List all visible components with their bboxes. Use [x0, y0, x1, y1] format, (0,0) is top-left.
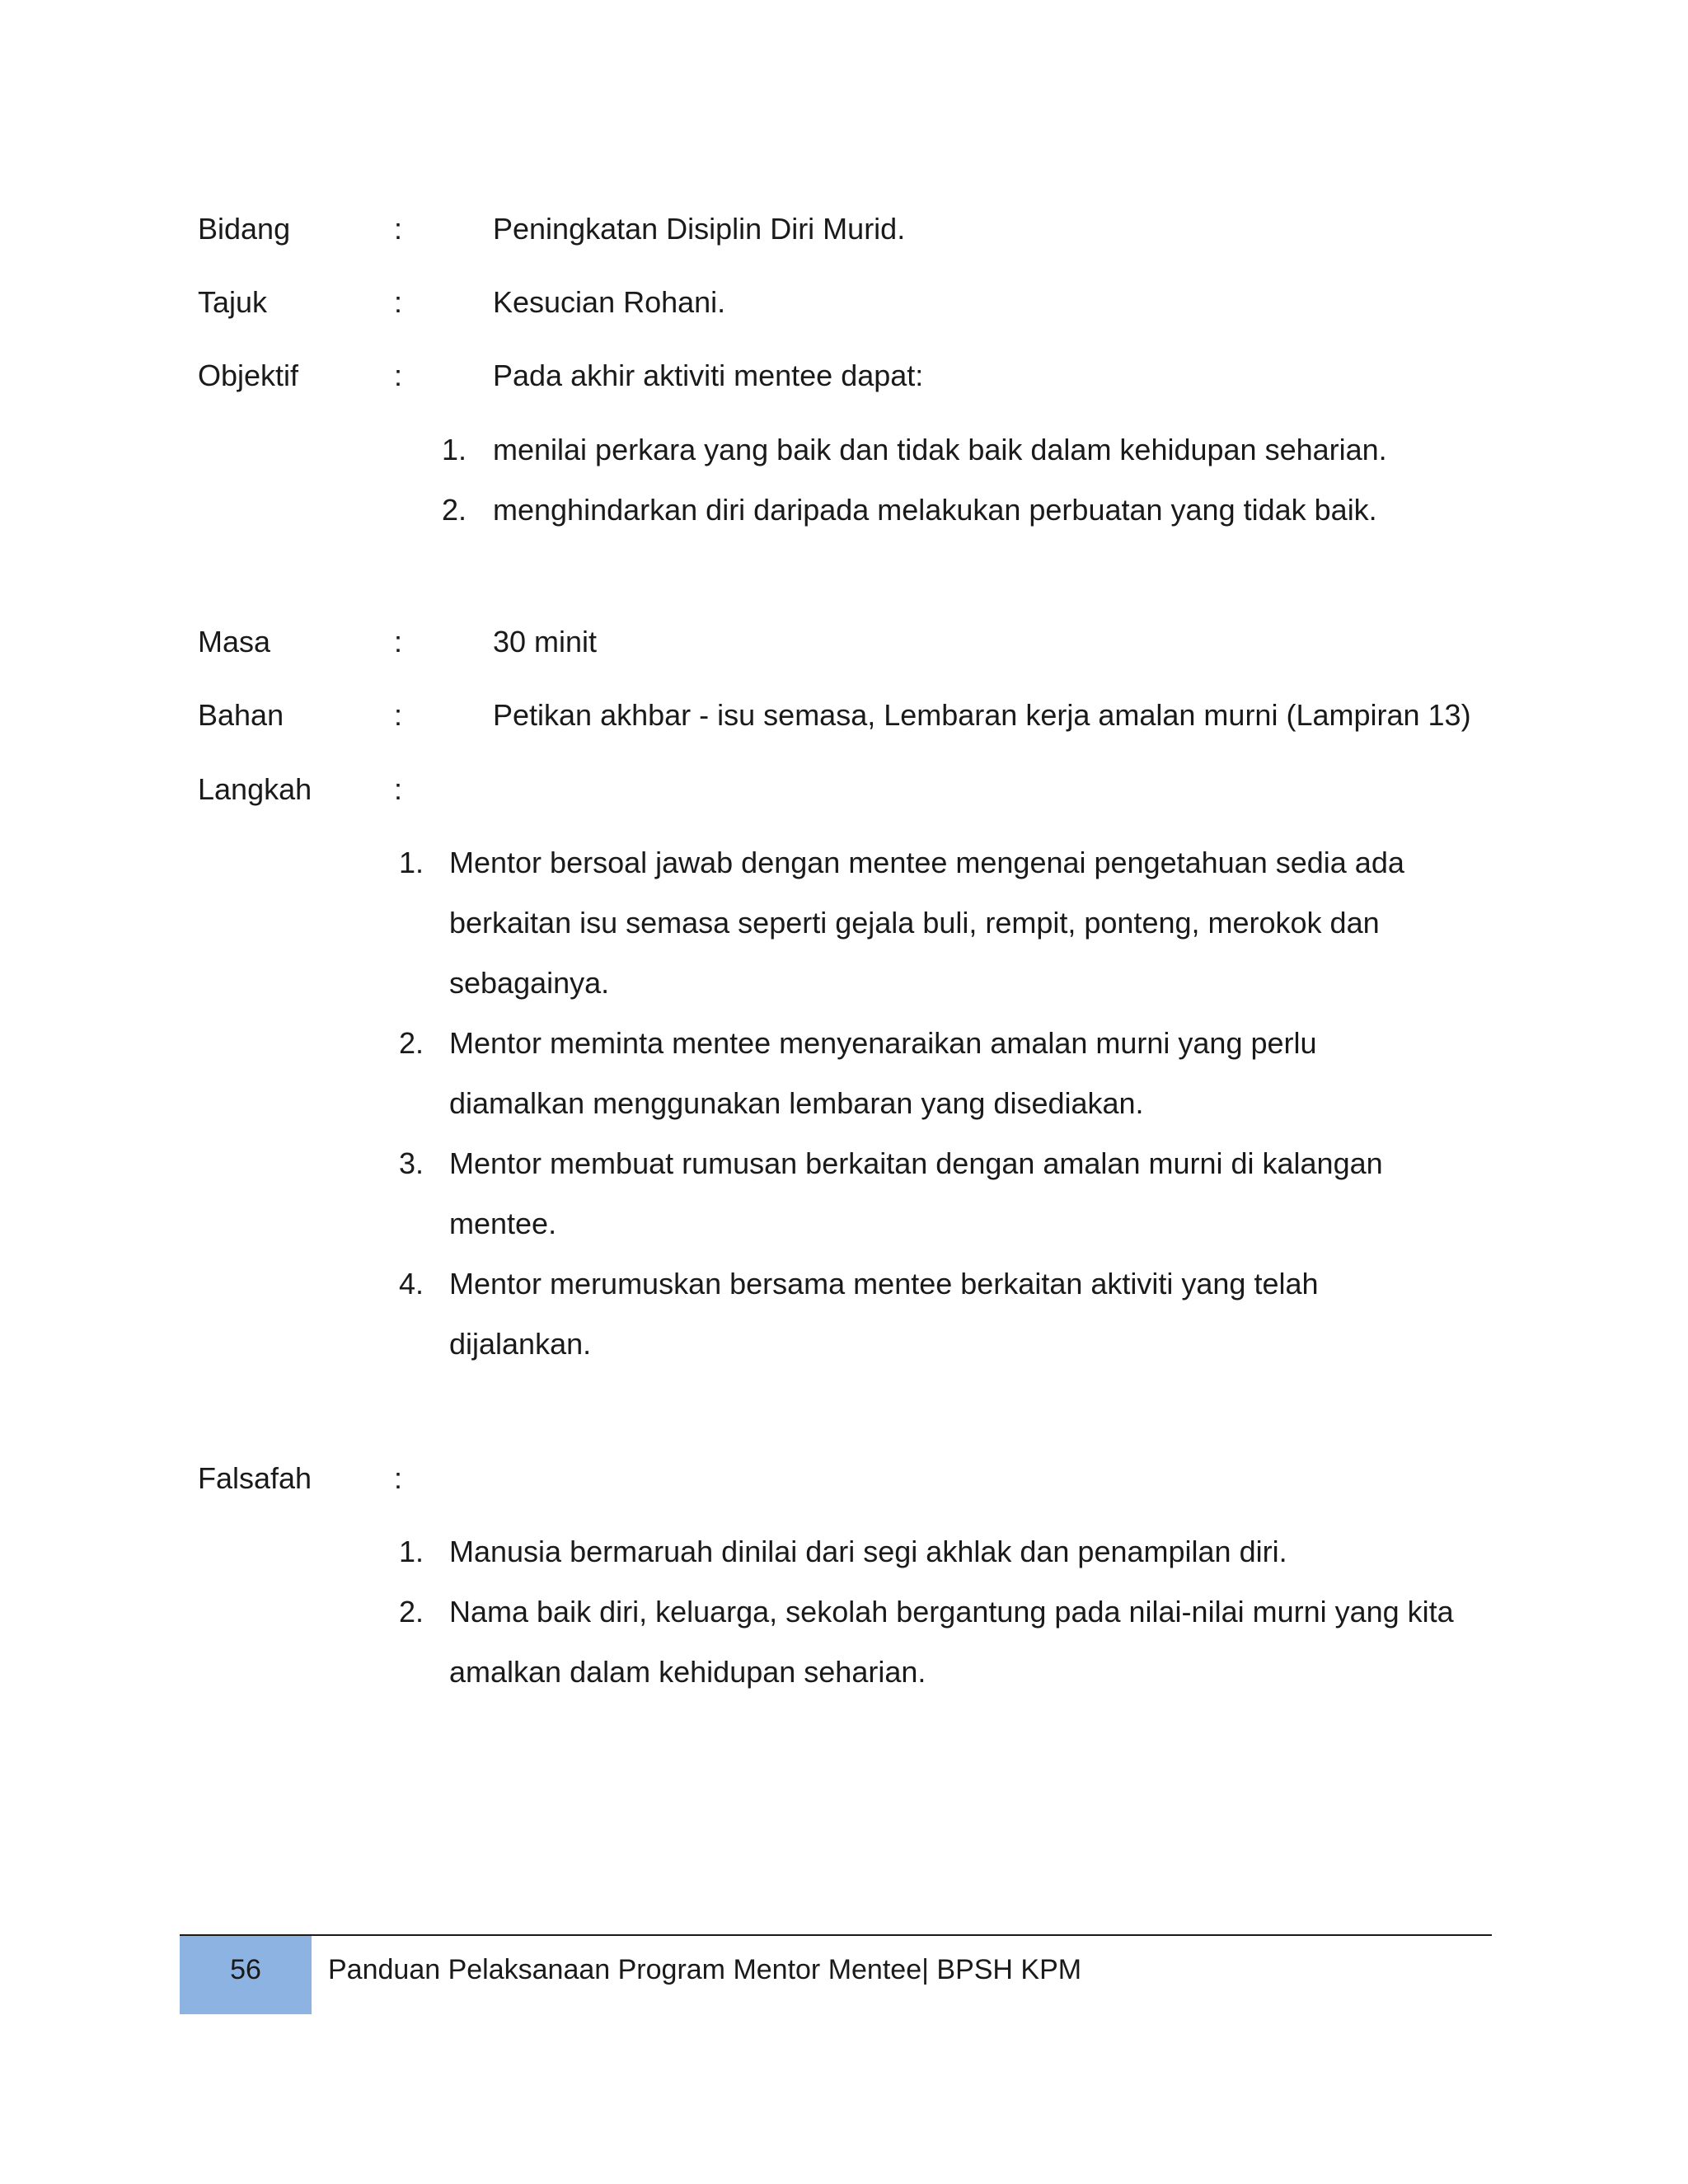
colon-bidang: :: [394, 212, 403, 246]
falsafah-item-line: Nama baik diri, keluarga, sekolah bergantung pada nilai-nilai murni yang kita: [449, 1595, 1454, 1629]
value-bahan: Petikan akhbar - isu semasa, Lembaran kerja amalan murni (Lampiran 13): [493, 698, 1471, 732]
falsafah-item-number: 1.: [399, 1535, 424, 1568]
langkah-item-line: sebagainya.: [449, 966, 610, 1000]
label-falsafah: Falsafah: [198, 1461, 312, 1495]
objektif-item-text: menilai perkara yang baik dan tidak baik dalam kehidupan seharian.: [493, 433, 1387, 466]
label-masa: Masa: [198, 625, 271, 658]
label-bidang: Bidang: [198, 212, 291, 246]
falsafah-item-line: Manusia bermaruah dinilai dari segi akhlak dan penampilan diri.: [449, 1535, 1287, 1568]
objektif-item-number: 1.: [442, 433, 467, 466]
langkah-item-number: 1.: [399, 846, 424, 879]
langkah-item-number: 2.: [399, 1026, 424, 1060]
colon-falsafah: :: [394, 1461, 403, 1495]
langkah-item-number: 4.: [399, 1267, 424, 1301]
langkah-item-line: diamalkan menggunakan lembaran yang disediakan.: [449, 1086, 1144, 1120]
langkah-item-line: Mentor meminta mentee menyenaraikan amalan murni yang perlu: [449, 1026, 1317, 1060]
label-tajuk: Tajuk: [198, 285, 268, 319]
objektif-item-number: 2.: [442, 493, 467, 527]
page-number: 56: [230, 1954, 261, 1985]
langkah-item-line: berkaitan isu semasa seperti gejala buli, rempit, ponteng, merokok dan: [449, 906, 1380, 940]
footer-rule: [180, 1934, 1492, 1936]
falsafah-item-line: amalkan dalam kehidupan seharian.: [449, 1655, 926, 1689]
footer-text: Panduan Pelaksanaan Program Mentor Mentee| BPSH KPM: [328, 1954, 1082, 1985]
value-objektif: Pada akhir aktiviti mentee dapat:: [493, 359, 924, 392]
langkah-item-line: Mentor merumuskan bersama mentee berkaitan aktiviti yang telah: [449, 1267, 1319, 1301]
colon-tajuk: :: [394, 285, 403, 319]
label-langkah: Langkah: [198, 772, 312, 806]
colon-objektif: :: [394, 359, 403, 392]
colon-masa: :: [394, 625, 403, 658]
langkah-item-line: mentee.: [449, 1207, 557, 1240]
value-masa: 30 minit: [493, 625, 598, 658]
label-objektif: Objektif: [198, 359, 299, 392]
label-bahan: Bahan: [198, 698, 284, 732]
falsafah-item-number: 2.: [399, 1595, 424, 1629]
objektif-item-text: menghindarkan diri daripada melakukan perbuatan yang tidak baik.: [493, 493, 1377, 527]
colon-bahan: :: [394, 698, 403, 732]
langkah-item-line: dijalankan.: [449, 1327, 592, 1361]
colon-langkah: :: [394, 772, 403, 806]
value-bidang: Peningkatan Disiplin Diri Murid.: [493, 212, 906, 246]
value-tajuk: Kesucian Rohani.: [493, 285, 726, 319]
langkah-item-number: 3.: [399, 1146, 424, 1180]
langkah-item-line: Mentor bersoal jawab dengan mentee mengenai pengetahuan sedia ada: [449, 846, 1404, 879]
langkah-item-line: Mentor membuat rumusan berkaitan dengan amalan murni di kalangan: [449, 1146, 1383, 1180]
